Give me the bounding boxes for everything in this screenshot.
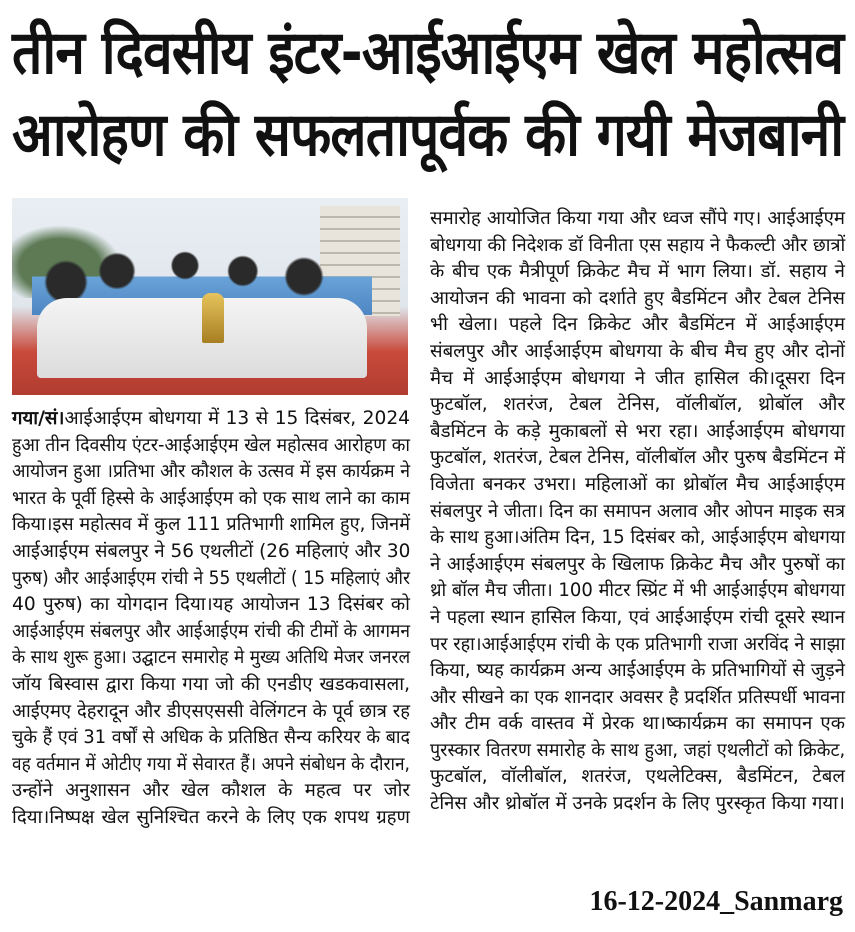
article-line: पुरुष) और आईआईएम रांची ने 55 एथलीटों ( 15 महिलाएं और	[12, 567, 410, 589]
article-line: संबलपुर और आईआईएम बोधगया के बीच मैच हुए और दोनों	[430, 340, 845, 362]
article-line: विजेता बनकर उभरा। महिलाओं का थ्रोबॉल मैच आईआईएम	[430, 473, 845, 495]
article-line: चुके हैं एवं 31 वर्षों से अधिक के प्रतिष्ठित सैन्य करियर के बाद	[12, 727, 410, 749]
article-line: फुटबॉल, शतरंज, टेबल टेनिस, वॉलीबॉल और पुरुष बैडमिंटन में	[430, 447, 846, 469]
article-line-text: आईआईएम बोधगया में 13 से 15 दिसंबर, 2024	[64, 408, 410, 429]
article-line: और टीम वर्क वास्तव में प्रेरक था।ष्कार्यक्रम का समापन एक	[430, 713, 845, 735]
article-line	[12, 406, 410, 433]
article-line: मैच में आईआईएम बोधगया ने जीत हासिल की।दूसरा दिन	[430, 367, 845, 389]
dateline: गया/सं।	[12, 408, 65, 429]
article-line: दिया।निष्पक्ष खेल सुनिश्चित करने के लिए एक शपथ ग्रहण	[12, 806, 410, 828]
trophy-icon	[202, 293, 224, 343]
article-line: के बीच एक मैत्रीपूर्ण क्रिकेट मैच में भाग लिया। डॉ. सहाय ने	[430, 261, 845, 283]
article-line: उन्होंने अनुशासन और खेल कौशल के महत्व पर जोर	[12, 780, 410, 802]
article-line: के साथ शुरू हुआ। उद्घाटन समारोह मे मुख्य अतिथि मेजर जनरल	[12, 647, 411, 669]
article-line: आईएमए देहरादून और डीएसएससी वेलिंगटन के पूर्व छात्र रह	[12, 700, 410, 722]
article-line: आयोजन की भावना को दर्शाते हुए बैडमिंटन और टेबल टेनिस	[430, 287, 845, 309]
article-line: ने आईआईएम संबलपुर के खिलाफ क्रिकेट मैच और पुरुषों का	[430, 553, 845, 575]
article-line: थ्रो बॉल मैच जीता। 100 मीटर स्प्रिंट में भी आईआईएम बोधगया	[430, 580, 845, 602]
article-line: टेनिस और थ्रोबॉल में उनके प्रदर्शन के लिए पुरस्कृत किया गया।	[430, 793, 845, 815]
article-line: फुटबॉल, वॉलीबॉल, शतरंज, एथलेटिक्स, बैडमिंटन, टेबल	[430, 766, 845, 788]
article-line: भी खेला। पहले दिन क्रिकेट और बैडमिंटन में आईआईएम	[430, 314, 845, 336]
article-line: जॉय बिस्वास द्वारा किया गया जो की एनडीए खडकवासला,	[12, 673, 410, 695]
article-line: आयोजन हुआ ।प्रतिभा और कौशल के उत्सव में इस कार्यक्रम ने	[12, 461, 410, 483]
article-line: और सीखने का एक शानदार अवसर है प्रदर्शित प्रतिस्पर्धी भावना	[430, 686, 845, 708]
source-date-label: 16-12-2024_Sanmarg	[589, 886, 843, 917]
article-line: समारोह आयोजित किया गया और ध्वज सौंपे गए। आईआईएम	[430, 208, 845, 229]
headline-line-2: आरोहण की सफलतापूर्वक की गयी मेजबानी	[12, 100, 844, 170]
article-line: ने पहला स्थान हासिल किया, एवं आईआईएम रांची दूसरे स्थान	[430, 606, 845, 628]
article-line: वह वर्तमान में ओटीए गया में सेवारत हैं। अपने संबोधन के दौरान,	[12, 753, 410, 775]
article-left-column	[12, 406, 410, 832]
headline-line-1: तीन दिवसीय इंटर-आईआईएम खेल महोत्सव	[12, 18, 844, 88]
team-group-photo	[12, 198, 408, 395]
article-line: किया, ष्यह कार्यक्रम अन्य आईआईएम के प्रतिभागियों से जुड़ने	[430, 660, 845, 682]
article-line: आईआईएम संबलपुर और आईआईएम रांची की टीमों के आगमन	[12, 620, 410, 642]
article-line: किया।इस महोत्सव में कुल 111 प्रतिभागी शामिल हुए, जिनमें	[12, 514, 410, 536]
article-line: संबलपुर ने जीता। दिन का समापन अलाव और ओपन माइक सत्र	[430, 500, 845, 522]
article-line: फुटबॉल, शतरंज, टेबल टेनिस, वॉलीबॉल, थ्रोबॉल और	[430, 394, 845, 416]
article-line: 40 पुरुष) का योगदान दिया।यह आयोजन 13 दिसंबर को	[12, 594, 410, 616]
article-line: भारत के पूर्वी हिस्से के आईआईएम को एक साथ लाने का काम	[12, 487, 410, 509]
article-line: के साथ हुआ।अंतिम दिन, 15 दिसंबर को, आईआईएम बोधगया	[430, 527, 846, 549]
article-line: पर रहा।आईआईएम रांची के एक प्रतिभागी राजा अरविंद ने साझा	[430, 633, 845, 655]
article-line: पुरस्कार वितरण समारोह के साथ हुआ, जहां एथलीटों को क्रिकेट,	[430, 739, 846, 761]
article-line: बोधगया की निदेशक डॉ विनीता एस सहाय ने फैकल्टी और छात्रों	[430, 234, 846, 256]
article-line: आईआईएम संबलपुर ने 56 एथलीटों (26 महिलाएं और 30	[12, 540, 411, 562]
article-line: हुआ तीन दिवसीय एंटर-आईआईएम खेल महोत्सव आरोहण का	[12, 434, 410, 456]
article-right-column	[430, 206, 845, 818]
article-line: बैडमिंटन के कड़े मुकाबलों से भरा रहा। आईआईएम बोधगया	[430, 420, 845, 442]
